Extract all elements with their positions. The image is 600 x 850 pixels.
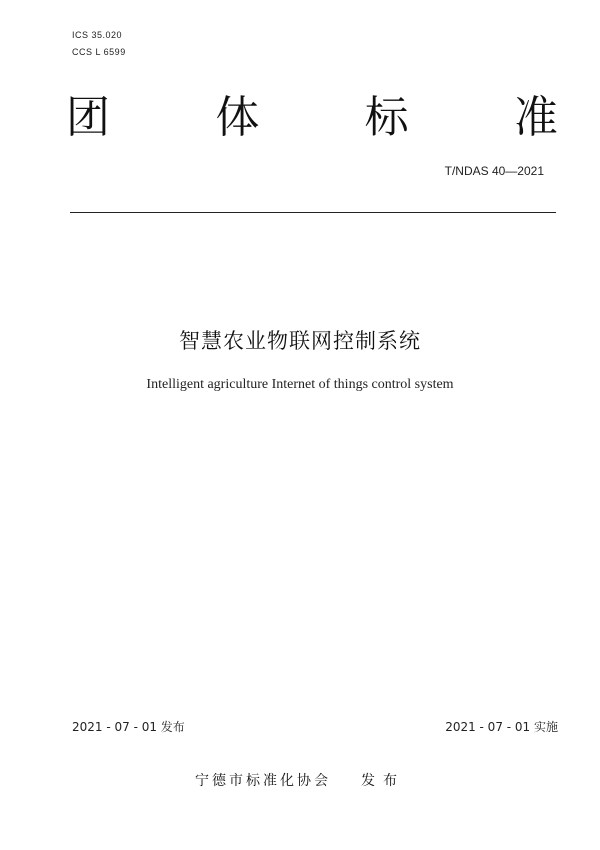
title-english: Intelligent agriculture Internet of things control system: [146, 377, 454, 392]
heading-char-2: 体: [215, 92, 260, 143]
issued-label: 发布: [361, 773, 405, 789]
publication-date: 2021 - 07 - 01 发布: [72, 720, 185, 734]
issuer-line: [0, 770, 600, 790]
title-chinese: 智慧农业物联网控制系统: [179, 329, 421, 353]
header-divider: [70, 212, 556, 213]
heading-char-4: 准: [513, 92, 558, 143]
ccs-code: CCS L 6599: [72, 47, 126, 57]
ics-code: ICS 35.020: [72, 30, 123, 40]
document-type-heading: [66, 88, 558, 148]
heading-char-1: 团: [66, 92, 110, 143]
heading-char-3: 标: [364, 92, 409, 143]
issuer-organization: 宁德市标准化协会: [195, 773, 331, 789]
implementation-date: 2021 - 07 - 01 实施: [445, 720, 558, 734]
standard-number: T/NDAS 40—2021: [444, 164, 544, 178]
